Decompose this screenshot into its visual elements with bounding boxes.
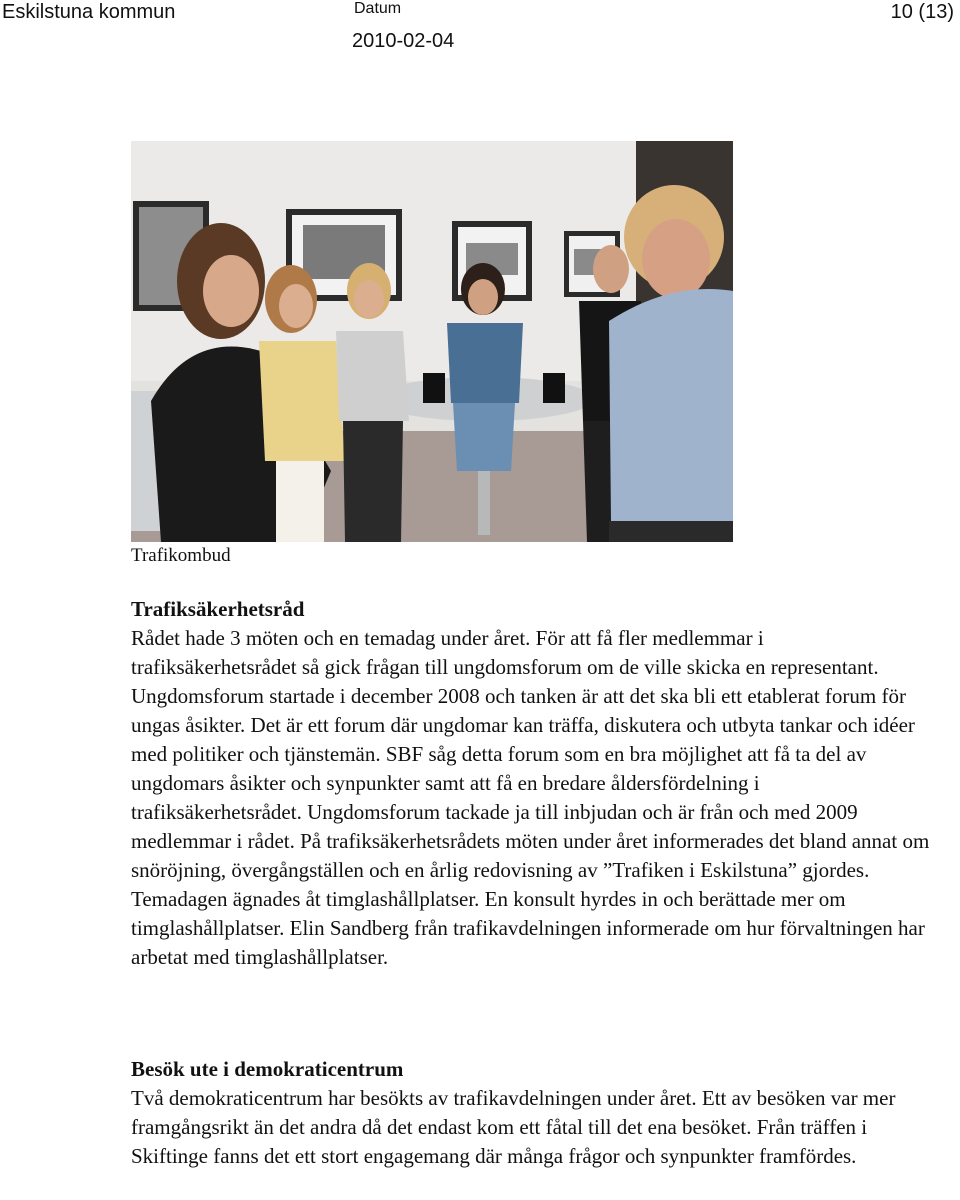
document-date: 2010-02-04 <box>352 30 455 52</box>
section-body: Rådet hade 3 möten och en temadag under året. För att få fler medlemmar i trafiksäkerhetsrådet så gick frågan till ungdomsforum om de ville skicka en representant. Ungdomsforum startade i december 2008 och tanken är att det ska bli ett etablerat forum för ungas åsikter. Det är ett forum där ungdomar kan träffa, diskutera och utbyta tankar och idéer med politiker och tjänstemän. SBF såg detta forum som en bra möjlighet att få ta del av ungdomars åsikter och synpunkter samt att få en bredare åldersfördelning i trafiksäkerhetsrådet. Ungdomsforum tackade ja till inbjudan och är från och med 2009 medlemmar i rådet. På trafiksäkerhetsrådets möten under året informerades det bland annat om snöröjning, övergångställen och en årlig redovisning av ”Trafiken i Eskilstuna” gjordes. Temadagen ägnades åt timglashållplatser. En konsult hyrdes in och berättade mer om timglashållplatser. Elin Sandberg från trafikavdelningen informerade om hur förvaltningen har arbetat med timglashållplatser. <box>131 626 930 969</box>
section-body: Två demokraticentrum har besökts av trafikavdelningen under året. Ett av besöken var mer framgångsrikt än det andra då det endast kom ett fåtal till det ena besöket. Från träffen i Skiftinge fanns det ett stort engagemang där många frågor och synpunkter framfördes. <box>131 1086 896 1168</box>
page-number: 10 (13) <box>890 1 954 23</box>
section-heading: Trafiksäkerhetsråd <box>131 597 305 621</box>
photo-illustration <box>131 141 733 542</box>
meeting-photo <box>131 141 733 542</box>
page-header <box>0 0 960 60</box>
section-demokraticentrum <box>131 1055 931 1171</box>
photo-caption: Trafikombud <box>131 545 231 566</box>
organization-name: Eskilstuna kommun <box>2 1 176 23</box>
section-trafiksakerhetsrad <box>131 595 931 972</box>
date-label: Datum <box>354 0 402 17</box>
section-heading: Besök ute i demokraticentrum <box>131 1057 404 1081</box>
